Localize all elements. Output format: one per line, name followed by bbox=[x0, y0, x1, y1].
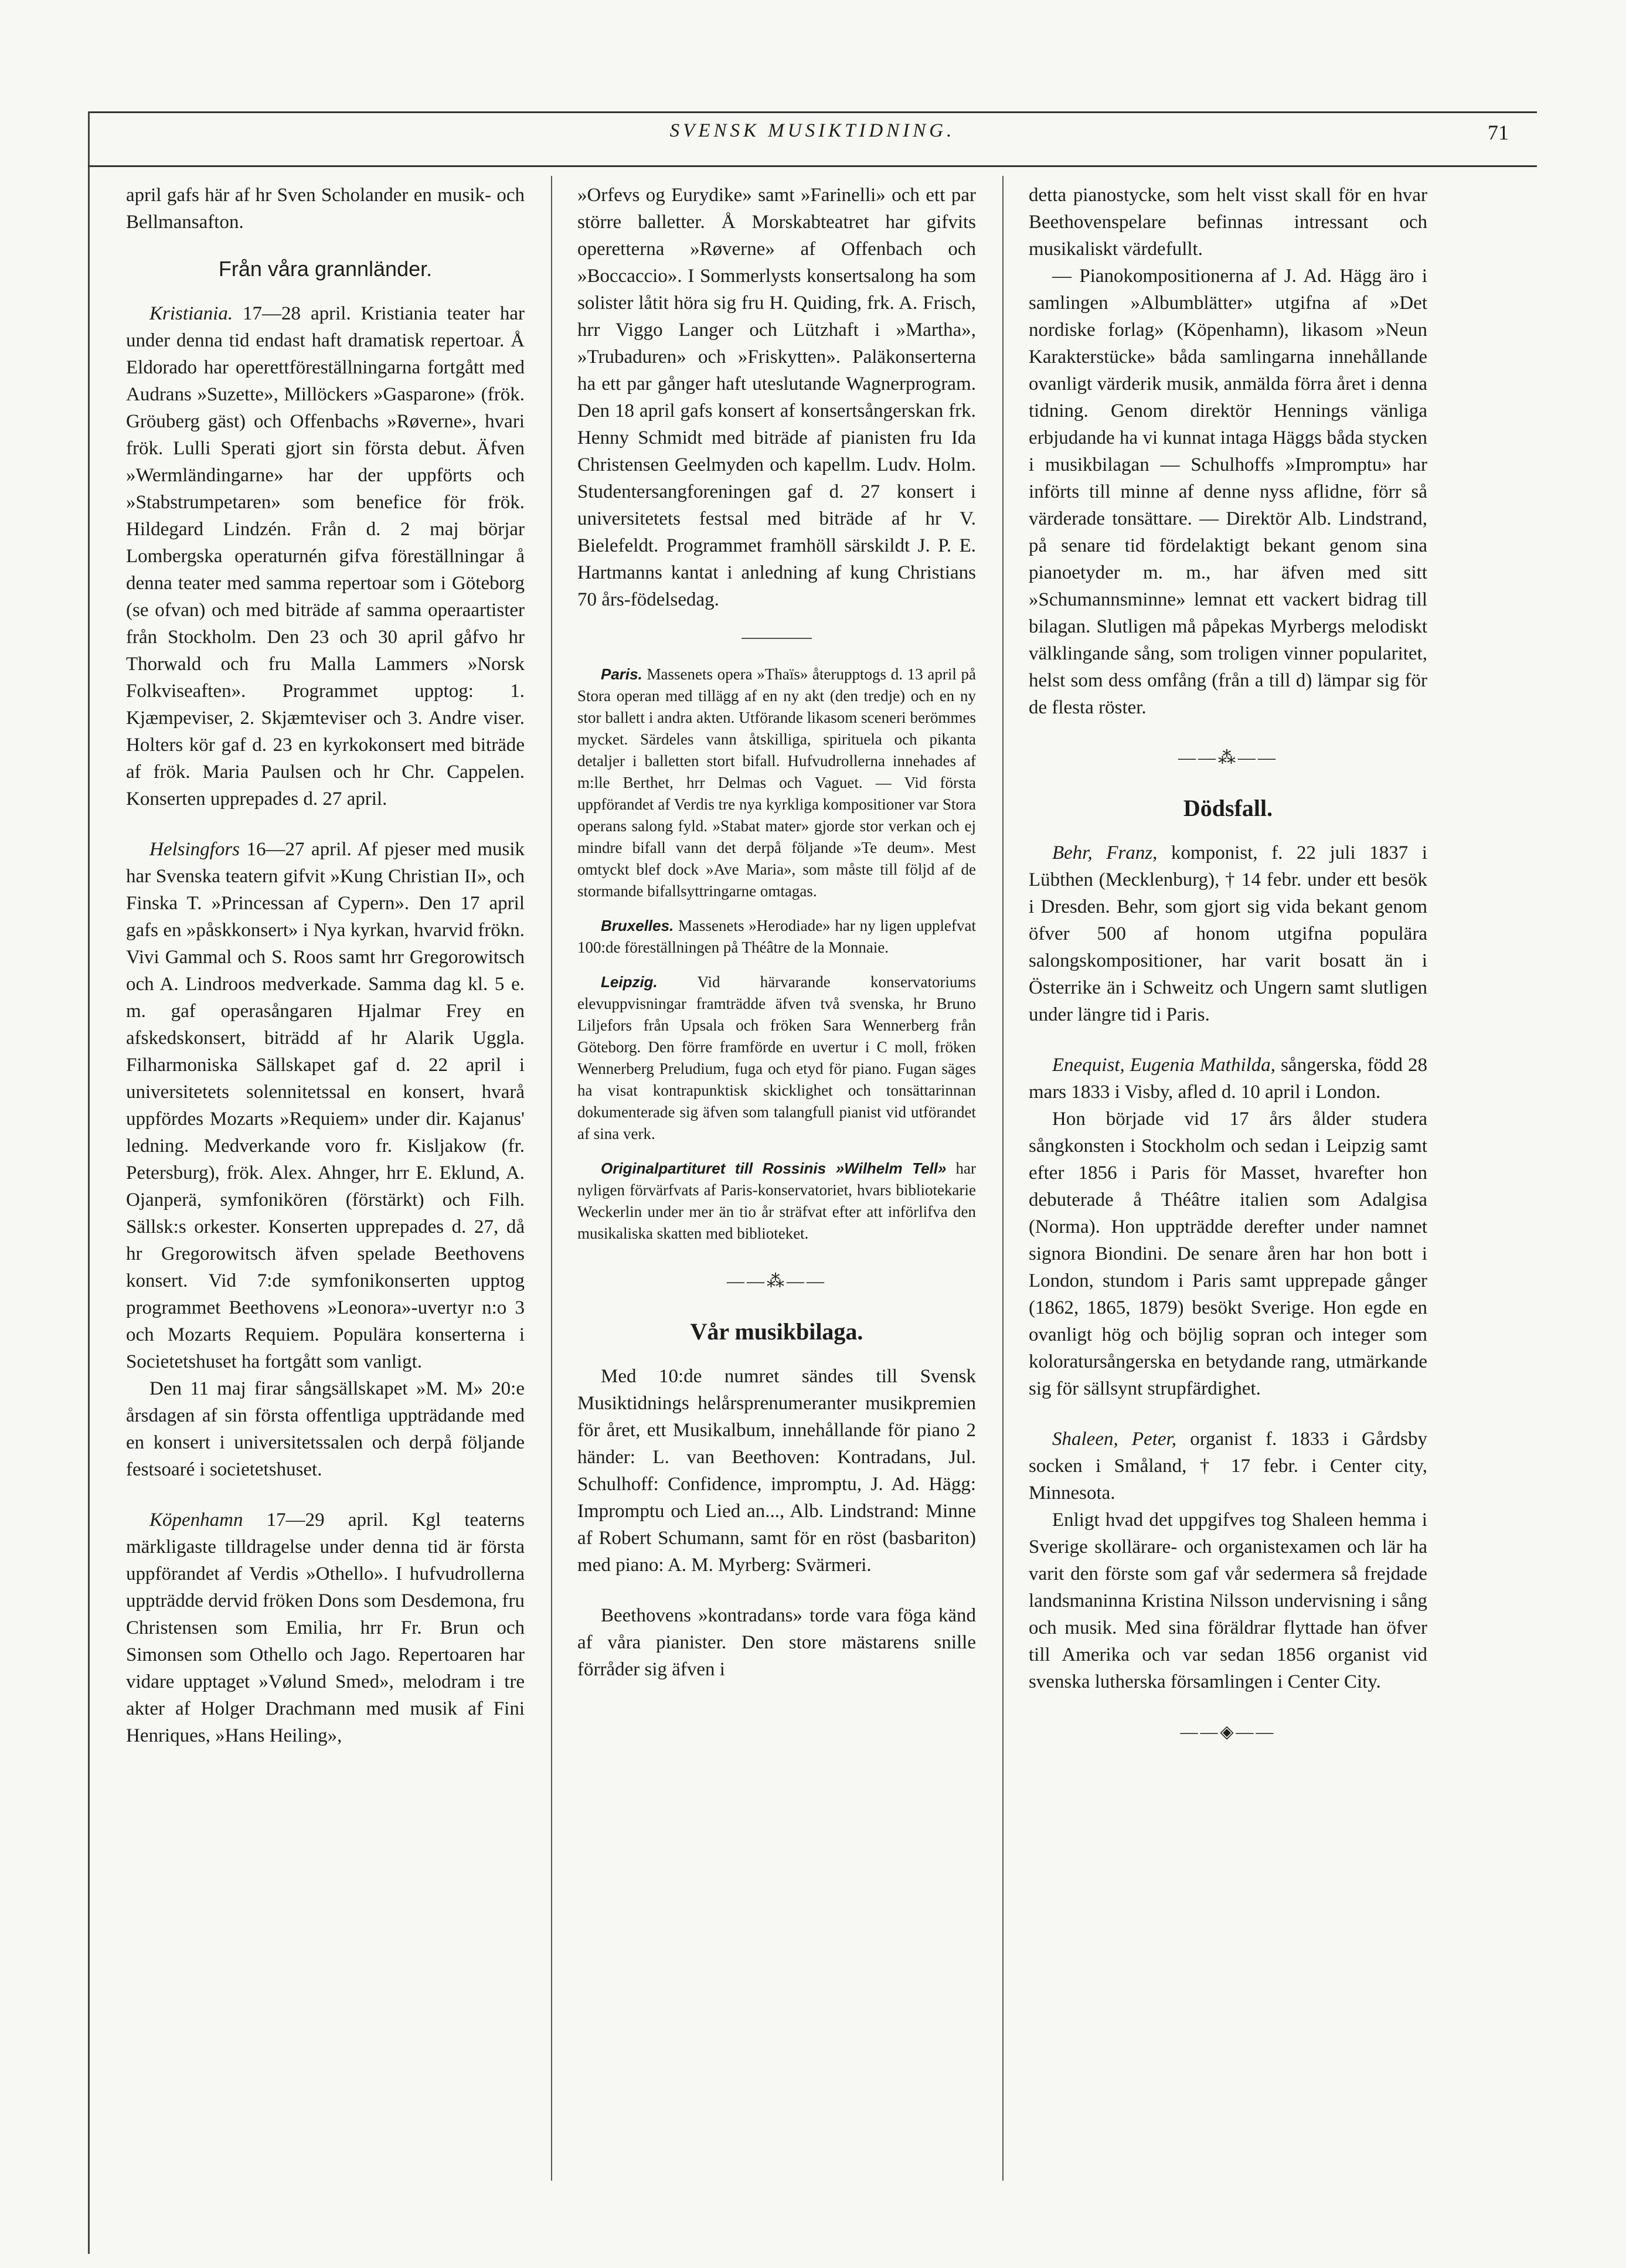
shaleen-paragraph-2: Enligt hvad det uppgifves tog Shaleen hemma i Sverige skollärare- och organistexamen och lär ha varit den förste som gaf vår sedermera så frejdade landsmaninna Kristina Nilsson undervisning i sång och musik. Med sina föräldrar flyttade han öfver till Amerika och var sedan 1856 organist vid svenska lutherska församlingen i Center City. bbox=[1029, 1509, 1427, 1692]
place-leipzig: Leipzig. bbox=[601, 973, 658, 991]
page-number: 71 bbox=[1488, 121, 1509, 144]
shaleen-entry bbox=[1029, 1426, 1427, 1507]
place-kopenhamn: Köpenhamn bbox=[149, 1509, 243, 1531]
leipzig-text: Vid härvarande konservatoriums elevuppvisningar framträdde äfven två svenska, hr Bruno Liljefors från Upsala och fröken Sara Wennerberg från Göteborg. Den förre framförde en uvertur i C moll, fröken Wennerberg Preludium, fuga och etyd för piano. Fugan säges ha visat kontrapunktisk skicklighet och tonsättarinnan dokumenterade sig äfven som talangfull pianist vid utförandet af sina verk. bbox=[577, 973, 976, 1142]
kopenhamn-continuation: »Orfevs og Eurydike» samt »Farinelli» och ett par större balletter. Å Morskabteatret har gifvits operetterna »Røverne» af Offenbach och »Boccaccio». I Sommerlysts konsertsalong ha som solister låtit höra sig fru H. Quiding, frk. A. Frisch, hrr Viggo Langer och Lützhaft i »Martha», »Trubaduren» och »Friskytten». Paläkonserterna ha ett par gånger haft uteslutande Wagnerprogram. Den 18 april gafs konsert af konsertsångerskan frk. Henny Schmidt med biträde af pianisten fru Ida Christensen Geelmyden och kapellm. Ludv. Holm. Studentersangforeningen gaf d. 27 konsert i universitetets festsal med biträde af hr V. Bielefeldt. Programmet framhöll särskildt J. P. E. Hartmanns kantat i anledning af kung Christians 70 års-födelsedag. bbox=[577, 185, 976, 610]
enequist-paragraph-2: Hon började vid 17 års ålder studera sångkonsten i Stockholm och sedan i Leipzig samt efter 1856 i Paris för Masset, hvarefter hon debuterade å Théâtre italien som Adalgisa (Norma). Hon uppträdde derefter under namnet signora Biondini. De senare åren har hon bott i London, stundom i Paris samt upprepade gånger (1862, 1865, 1879) besökt Sverige. Hon egde en ovanligt hög och böjlig sopran och integer som koloratursångerska en betydande rang, utmärkande sig för sällsynt strupfärdighet. bbox=[1029, 1109, 1427, 1399]
helsingfors-paragraph-2: Den 11 maj firar sångsällskapet »M. M» 20:e årsdagen af sin första offentliga uppträdande med en konsert i universitetssalen och derpå följande festsoaré i societetshuset. bbox=[126, 1378, 525, 1480]
section-heading-neighbors: Från våra grannländer. bbox=[218, 257, 433, 281]
helsingfors-paragraph bbox=[126, 836, 525, 1375]
behr-text: komponist, f. 22 juli 1837 i Lübthen (Mecklenburg), † 14 febr. under ett besök i Dresden. Behr, som gjort sig vida bekant genom öfver 500 af honom utgifna populära salongskompositioner, har varit bosatt än i Österrike än i Schweitz och Ungern samt slutligen under längre tid i Paris. bbox=[1029, 842, 1427, 1025]
column-separator bbox=[551, 176, 552, 2181]
running-title: SVENSK MUSIKTIDNING. bbox=[669, 120, 955, 141]
short-rule bbox=[741, 638, 812, 639]
kopenhamn-text: 17—29 april. Kgl teaterns märkligaste tilldragelse under denna tid är första uppförandet af Verdis »Othello». I hufvudrollerna uppträdde dervid fröken Dons som Desdemona, fru Christensen som Emilia, hrr Fr. Brun och Simonsen som Othello och Jago. Repertoaren har vidare upptaget »Vølund Smed», melodram i tre akter af Holger Drachmann med musik af Fini Henriques, »Hans Heiling», bbox=[126, 1509, 525, 1746]
shaleen-text: organist f. 1833 i Gårdsby socken i Småland, † 17 febr. i Center city, Minnesota. bbox=[1029, 1429, 1427, 1504]
bilaga-paragraph: Med 10:de numret sändes till Svensk Musiktidnings helårsprenumeranter musikpremien för året, ett Musikalbum, innehållande för piano 2 händer: L. van Beethoven: Kontradans, Jul. Schulhoff: Confidence, impromptu, J. Ad. Hägg: Impromptu och Lied an..., Alb. Lindstrand: Minne af Robert Schumann, samt för en röst (basbariton) med piano: A. M. Myrberg: Svärmeri. bbox=[577, 1366, 976, 1576]
behr-name: Behr, Franz, bbox=[1052, 842, 1158, 863]
ornament-divider: ——⁂—— bbox=[1178, 748, 1278, 767]
kristiania-text: 17—28 april. Kristiania teater har under denna tid endast haft dramatisk repertoar. Å Eldorado har operettföreställningarna fortgått med Audrans »Suzette», Millöckers »Gasparone» (frök. Gröuberg gäst) och Offenbachs »Røverne», hvari frök. Lulli Sperati gjort sin första debut. Äfven »Wermländingarne» har der uppförts och »Stabstrumpetaren» som benefice för frök. Hildegard Lindzén. Från d. 2 maj börjar Lombergska operaturnén gifva föreställningar å denna teater med samma repertoar som i Göteborg (se ofvan) och med biträde af samma operaartister från Stockholm. Den 23 och 30 april gåfvo hr Thorwald och fru Malla Lammers »Norsk Folkviseaften». Programmet upptog: 1. Kjæmpeviser, 2. Skjæmteviser och 3. Andre viser. Holters kör gaf d. 23 en kyrkokonsert med biträde af frök. Maria Paulsen och hr Chr. Cappelen. Konserten upprepades d. 27 april. bbox=[126, 303, 525, 810]
place-rossini: Originalpartituret till Rossinis »Wilhelm Tell» bbox=[601, 1159, 947, 1177]
rossini-text: har nyligen förvärfvats af Paris-konservatoriet, hvars bibliotekarie Weckerlin under mer än tio år sträfvat efter att införlifva den musikaliska skatten med biblioteket. bbox=[577, 1159, 976, 1242]
behr-entry bbox=[1029, 839, 1427, 1028]
place-kristiania: Kristiania. bbox=[149, 303, 233, 324]
bilaga-continuation: detta pianostycke, som helt visst skall för en hvar Beethovenspelare befinnas intressant och musikaliskt värdefullt. bbox=[1029, 185, 1427, 260]
section-heading-obituaries: Dödsfall. bbox=[1183, 795, 1273, 821]
column-2 bbox=[577, 182, 976, 2198]
paris-paragraph bbox=[577, 664, 976, 902]
ornament-divider: ——⁂—— bbox=[727, 1271, 826, 1291]
column-3 bbox=[1029, 182, 1427, 2198]
place-helsingfors: Helsingfors bbox=[149, 839, 240, 860]
end-ornament: ——◈—— bbox=[1180, 1722, 1276, 1742]
piano-compositions-paragraph: — Pianokompositionerna af J. Ad. Hägg äro i samlingen »Albumblätter» utgifna af »Det nordiske forlag» (Köpenhamn), likasom »Neun Karakterstücke» båda samlingarna innehållande ovanligt värderik musik, anmälda förra året i denna tidning. Genom direktör Hennings vänliga erbjudande ha vi kunnat intaga Häggs båda stycken i musikbilagan — Schulhoffs »Impromptu» har införts till minne af denne nyss aflidne, förr så värderade tonsättare. — Direktör Alb. Lindstrand, på senare tid fördelaktigt bekant genom sina pianoetyder m. m., har äfven med sitt »Schumannsminne» lemnat ett vackert bidrag till bilagan. Slutligen må påpekas Myrbergs melodiskt välklingande sång, som troligen vinner popularitet, helst som dess omfång (från a till d) lämpar sig för de flesta röster. bbox=[1029, 266, 1427, 718]
shaleen-name: Shaleen, Peter, bbox=[1052, 1429, 1176, 1450]
intro-paragraph: april gafs här af hr Sven Scholander en musik- och Bellmansafton. bbox=[126, 185, 525, 233]
leipzig-paragraph bbox=[577, 971, 976, 1145]
place-bruxelles: Bruxelles. bbox=[601, 917, 674, 934]
bruxelles-text: Massenets »Herodiade» har ny ligen upplefvat 100:de föreställningen på Théâtre de la Monnaie. bbox=[577, 917, 976, 956]
enequist-entry bbox=[1029, 1052, 1427, 1106]
header-rule bbox=[88, 165, 1537, 167]
paris-text: Massenets opera »Thaïs» återupptogs d. 13 april på Stora operan med tillägg af en ny akt (den tredje) och en ny stor ballett i andra akten. Utförande likasom sceneri berömmes mycket. Särdeles vann åtskilliga, spirituela och pikanta detaljer i balletten stort bifall. Hufvudrollerna innehades af m:lle Berthet, hrr Delmas och Vaguet. — Vid första uppförandet af Verdis tre nya kyrkliga kompositioner var Stora operans salong fyld. »Stabat mater» gjorde stor verkan och ej mindre bifall vann det derpå följande »Te deum». Mest omtyckt blef dock »Ave Maria», som måste till följd af de stormande bifallsyttringarne omtagas. bbox=[577, 665, 976, 900]
place-paris: Paris. bbox=[601, 665, 642, 683]
bilaga-paragraph-2: Beethovens »kontradans» torde vara föga känd af våra pianister. Den store mästarens snille förråder sig äfven i bbox=[577, 1605, 976, 1680]
kopenhamn-paragraph bbox=[126, 1507, 525, 1749]
section-heading-bilaga: Vår musikbilaga. bbox=[690, 1318, 863, 1345]
column-1 bbox=[126, 182, 525, 2198]
enequist-name: Enequist, Eugenia Mathilda, bbox=[1052, 1055, 1276, 1076]
column-separator bbox=[1002, 176, 1004, 2181]
helsingfors-text: 16—27 april. Af pjeser med musik har Svenska teatern gifvit »Kung Christian II», och Finska T. »Princessan af Cypern». Den 17 april gafs en »påskkonsert» i Nya kyrkan, hvarvid frökn. Vivi Gammal och S. Roos samt hrr Gregorowitsch och A. Lindroos medverkade. Samma dag kl. 5 e. m. gaf operasångaren Hjalmar Frey en afskedskonsert, biträdd af hr Alarik Uggla. Filharmoniska Sällskapet gaf d. 22 april i universitetets solennitetssal en konsert, hvarå uppfördes Mozarts »Requiem» under dir. Kajanus' ledning. Medverkande voro fr. Kisljakow (fr. Petersburg), frök. Alex. Ahnger, hrr E. Eklund, A. Ojanperä, symfonikören (förstärkt) och Filh. Sällsk:s orkester. Konserten upprepades d. 27, då hr Gregorowitsch äfven spelade Beethovens konsert. Vid 7:de symfonikonserten upptog programmet Beethovens »Leonora»-uvertyr n:o 3 och Mozarts Requiem. Populära konserterna i Societetshuset ha fortgått som vanligt. bbox=[126, 839, 525, 1372]
rossini-paragraph bbox=[577, 1158, 976, 1244]
foreign-news bbox=[577, 664, 976, 1244]
enequist-text: sångerska, född 28 mars 1833 i Visby, afled d. 10 april i London. bbox=[1029, 1055, 1427, 1103]
bruxelles-paragraph bbox=[577, 915, 976, 958]
kristiania-paragraph bbox=[126, 300, 525, 812]
